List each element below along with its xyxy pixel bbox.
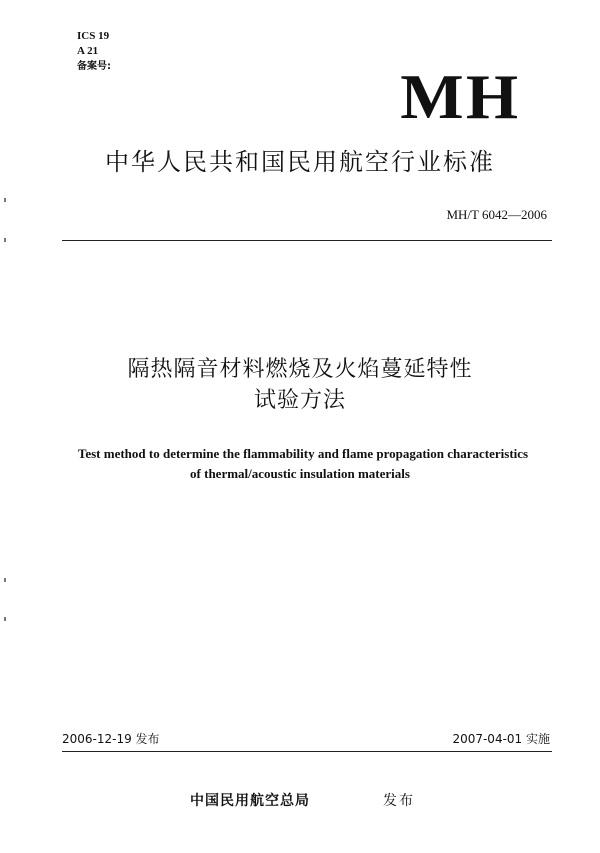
mh-logo: MH <box>400 61 520 132</box>
english-title-line-1: Test method to determine the flammability and flame propagation characteristics <box>77 446 529 461</box>
bottom-divider <box>62 751 552 752</box>
standard-organization-title: 中华人民共和国民用航空行业标准 <box>105 148 495 176</box>
english-title-line-2: of thermal/acoustic insulation materials <box>190 466 410 481</box>
publish-label: 发布 <box>383 793 415 809</box>
scan-speck <box>4 578 6 582</box>
issue-date: 2006-12-19 发布 <box>62 732 160 746</box>
standard-number: MH/T 6042—2006 <box>446 207 547 222</box>
chinese-title-line-1: 隔热隔音材料燃烧及火焰蔓延特性 <box>127 357 473 382</box>
top-divider <box>62 240 552 241</box>
chinese-title-line-2: 试验方法 <box>253 388 346 413</box>
scan-speck <box>4 617 6 621</box>
scan-speck <box>4 238 6 242</box>
ccs-code: A 21 <box>77 45 99 57</box>
record-number-label: 备案号: <box>77 61 111 72</box>
publisher-name: 中国民用航空总局 <box>190 793 310 809</box>
ics-code: ICS 19 <box>77 30 110 42</box>
implementation-date: 2007-04-01 实施 <box>452 732 550 746</box>
scan-speck <box>4 198 6 202</box>
